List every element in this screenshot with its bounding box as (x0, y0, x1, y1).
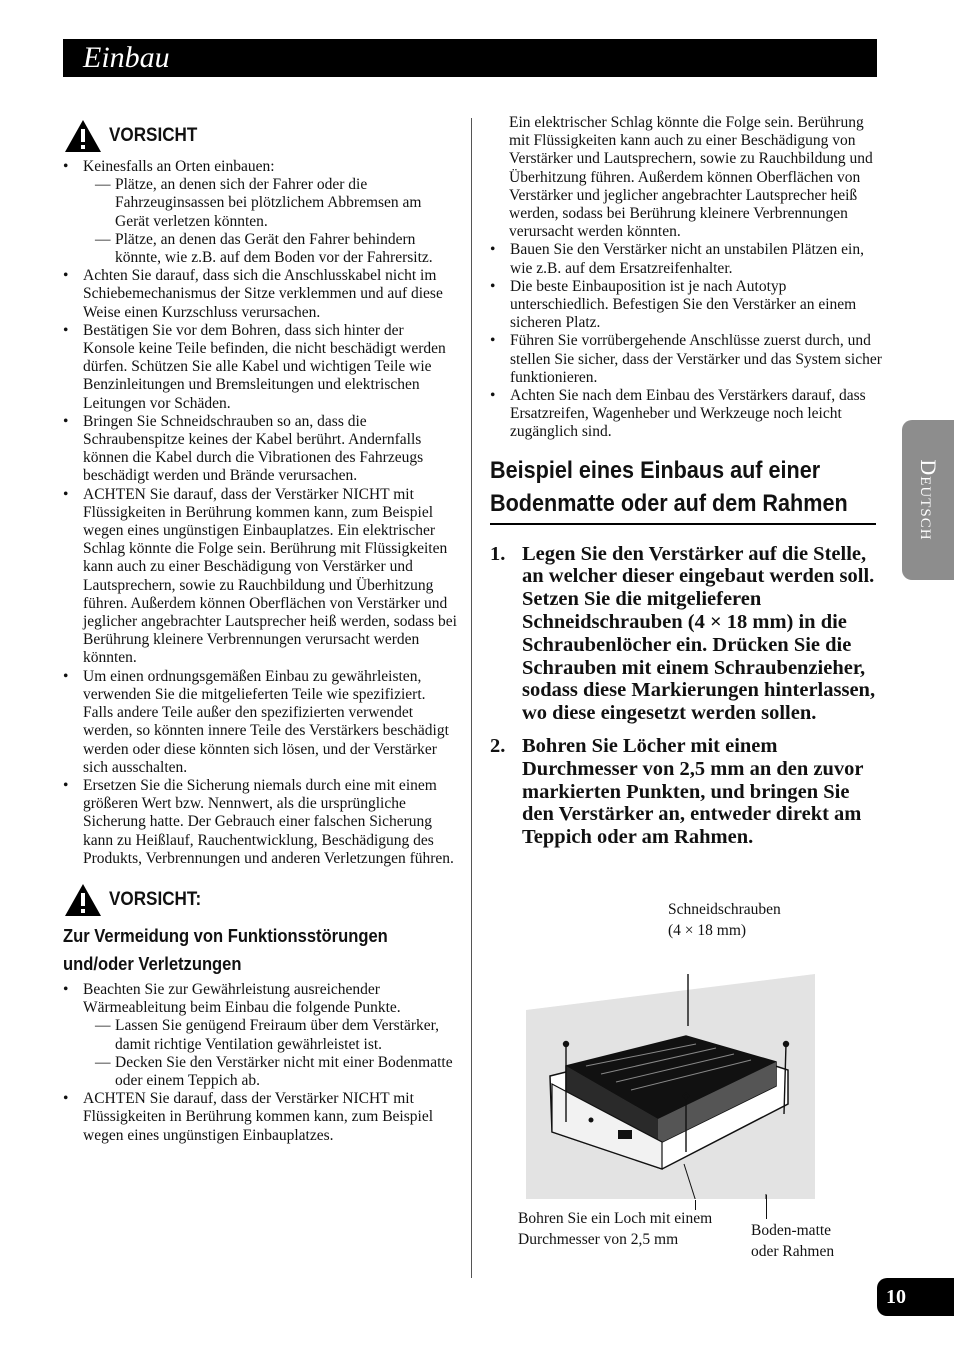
step-number: 1. (490, 542, 506, 565)
step-item (490, 543, 882, 725)
figure-label-drill-line-2: Durchmesser von 2,5 mm (518, 1231, 679, 1248)
sub-list (83, 1017, 458, 1090)
warning-2-list (63, 981, 458, 1145)
section-heading-line-1: Beispiel eines Einbaus auf einer (490, 456, 821, 484)
figure-label-drill (518, 1208, 712, 1250)
figure-label-mat-line-2: oder Rahmen (751, 1243, 835, 1260)
leader-line (766, 1195, 767, 1219)
language-tab-label: Deutsch (916, 459, 941, 541)
section-heading-line-2: Bodenmatte oder auf dem Rahmen (490, 489, 848, 517)
list-item: • Bestätigen Sie vor dem Bohren, dass sich hinter der Konsole keine Teile befinden, die nicht beschädigt werden dürfen. Schützen Sie alle Kabel und wichtigen Teile wie Benzinleitungen und Bremsleitungen und elektrischen Leitungen vor Schäden. (63, 322, 458, 413)
list-item: • Achten Sie darauf, dass sich die Anschlusskabel nicht im Schiebemechanismus der Sitze verklemmen und auf diese Weise einen Kurzschluss verursachen. (63, 267, 458, 322)
warning-label-1: VORSICHT (109, 124, 198, 146)
right-list (490, 241, 882, 441)
sub-list-item: — Lassen Sie genügend Freiraum über dem Verstärker, damit richtige Ventilation gewährleistet ist. (83, 1017, 458, 1053)
figure-label-mat (751, 1220, 834, 1262)
list-item: • ACHTEN Sie darauf, dass der Verstärker NICHT mit Flüssigkeiten in Berührung kommen kann, zum Beispiel wegen eines ungünstigen Einbauplatzes. (63, 1090, 458, 1145)
continuation-paragraph: Ein elektrischer Schlag könnte die Folge sein. Berührung mit Flüssigkeiten kann auch zu einer Beschädigung von Verstärker und Lautsprechern, sowie zu Rauchbildung und Überhitzung führen. Außerdem können Oberflächen von Verstärker und jeglicher angebrachter Lautsprecher heiß werden, sodass bei Berührung kleinere Verbrennungen verursacht werden könnten. (509, 114, 873, 241)
step-item (490, 735, 882, 849)
step-text: Legen Sie den Verstärker auf die Stelle, an welcher dieser eingebaut werden soll. Setzen Sie die mitgelieferen Schneidschrauben (4 × 18 mm) in die Schraubenlöcher ein. Drücken Sie die Schrauben mit einem Schraubenzieher, sodass diese Markierungen hinterlassen, wo diese eingesetzt werden sollen. (522, 542, 876, 725)
list-item (63, 981, 458, 1090)
amplifier-installation-illustration (526, 974, 815, 1199)
figure-label-screws-line-1: Schneidschrauben (668, 901, 781, 918)
list-item: • Bringen Sie Schneidschrauben so an, dass die Schraubenspitze keines der Kabel berührt. Andernfalls können die Kabel durch die Vibrationen des Fahrzeugs beschädigt werden und Brände verursachen. (63, 413, 458, 486)
figure-label-screws-line-2: (4 × 18 mm) (668, 922, 747, 939)
sub-list-item: — Plätze, an denen das Gerät den Fahrer behindern könnte, wie z.B. auf dem Boden vor der Fahrersitz. (83, 231, 458, 267)
step-text: Bohren Sie Löcher mit einem Durchmesser von 2,5 mm an den zuvor markierten Punkten, und bringen Sie den Verstärker an, entweder direkt am Teppich oder am Rahmen. (522, 735, 864, 849)
sub-list (83, 176, 458, 267)
left-column (63, 118, 458, 1145)
right-column (490, 114, 882, 859)
column-divider (471, 118, 472, 1278)
list-item-text: Keinesfalls an Orten einbauen: (83, 158, 275, 175)
figure-label-drill-line-1: Bohren Sie ein Loch mit einem (518, 1210, 713, 1227)
list-item: • Bauen Sie den Verstärker nicht an unstabilen Plätzen ein, wie z.B. auf dem Ersatzreifenhalter. (490, 241, 882, 277)
page-number-badge (877, 1278, 954, 1316)
list-item (63, 158, 458, 267)
warning-heading-1 (63, 118, 458, 154)
section-heading (490, 454, 876, 525)
list-item: • Um einen ordnungsgemäßen Einbau zu gewährleisten, verwenden Sie die mitgelieferten Teile wie spezifiziert. Falls andere Teile außer den spezifizierten verwendet werden, so könnten innere Teile des Verstärkers beschädigt werden oder diese könnten sich lösen, und der Verstärker sich ausschalten. (63, 668, 458, 777)
page-number: 10 (886, 1286, 906, 1308)
warning-subheading: Zur Vermeidung von Funktionsstörungen und/oder Verletzungen (63, 925, 388, 974)
list-item: • Ersetzen Sie die Sicherung niemals durch eine mit einem größeren Wert bzw. Nennwert, als die ursprüngliche Sicherung hatte. Der Gebrauch einer falschen Sicherung kann zu Heißlauf, Rauchentwicklung, Beschädigung des Produkts, Verbrennungen und anderen Verletzungen führen. (63, 777, 458, 868)
list-item: • Achten Sie nach dem Einbau des Verstärkers darauf, dass Ersatzreifen, Wagenheber und Werkzeuge noch leicht zugänglich sind. (490, 387, 882, 442)
warning-label-2: VORSICHT: (109, 888, 202, 910)
figure-label-mat-line-1: Boden-matte (751, 1222, 832, 1239)
warning-1-list (63, 158, 458, 868)
warning-triangle-icon (63, 118, 103, 154)
list-item-text: Beachten Sie zur Gewährleistung ausreichender Wärmeableitung beim Einbau die folgende Punkte. (83, 980, 401, 1017)
sub-list-item: — Decken Sie den Verstärker nicht mit einer Bodenmatte oder einem Teppich ab. (83, 1054, 458, 1090)
page-title: Einbau (83, 41, 170, 74)
steps-list (490, 543, 882, 849)
language-tab (902, 420, 954, 580)
list-item: • Die beste Einbauposition ist je nach Autotyp unterschiedlich. Befestigen Sie den Verstärker an einem sicheren Platz. (490, 278, 882, 333)
step-number: 2. (490, 735, 506, 758)
warning-heading-2 (63, 882, 458, 918)
list-item: • Führen Sie vorrübergehende Anschlüsse zuerst durch, und stellen Sie sicher, dass der Verstärker und das System sicher funktionieren. (490, 332, 882, 387)
figure-label-screws (668, 899, 781, 941)
sub-list-item: — Plätze, an denen sich der Fahrer oder die Fahrzeuginsassen bei plötzlichem Abbremsen am Gerät verletzen könnten. (83, 176, 458, 231)
warning-triangle-icon (63, 882, 103, 918)
header-bar (63, 39, 877, 77)
list-item: • ACHTEN Sie darauf, dass der Verstärker NICHT mit Flüssigkeiten in Berührung kommen kann, zum Beispiel wegen eines ungünstigen Einbauplatzes. Ein elektrischer Schlag könnte die Folge sein. Berührung mit Flüssigkeiten kann auch zu einer Beschädigung von Verstärker und Lautsprechern, sowie zu Rauchbildung und Überhitzung führen. Außerdem können Oberflächen von Verstärker und jeglicher angebrachter Lautsprecher heiß werden, sodass bei Berührung kleinere Verbrennungen verursacht werden könnten. (63, 486, 458, 668)
